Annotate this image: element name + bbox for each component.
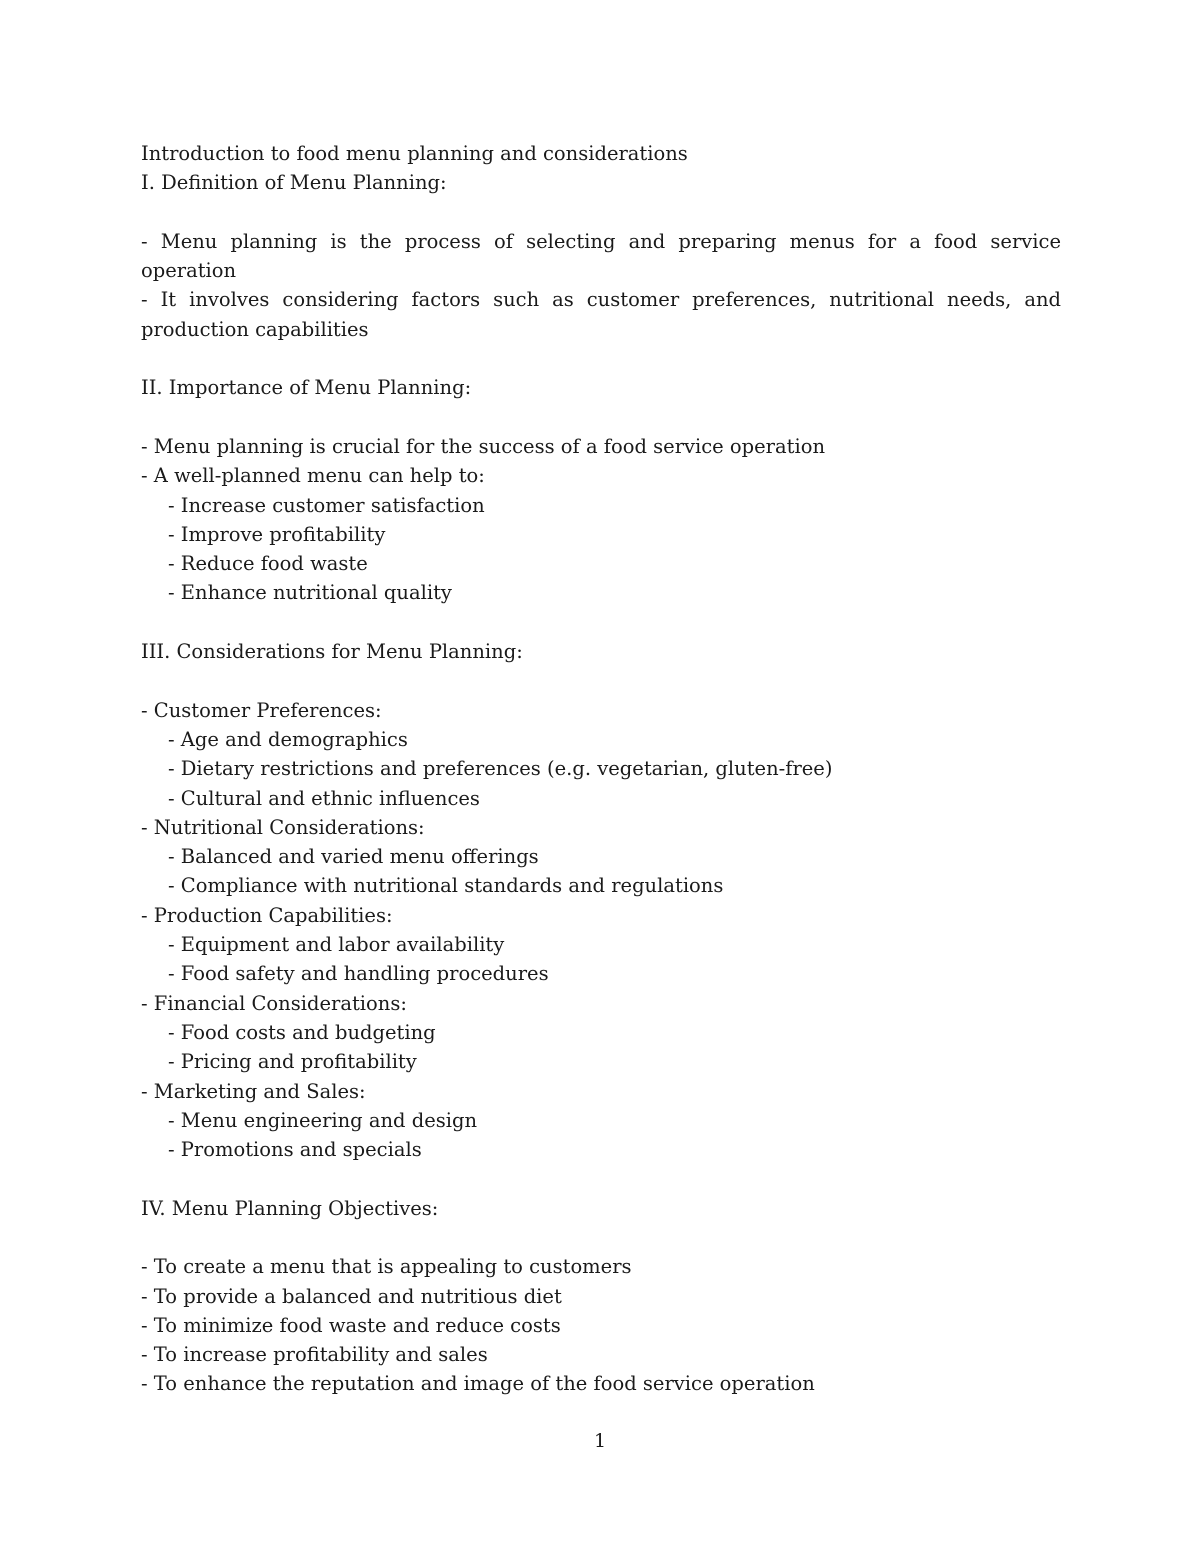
list-item: - To minimize food waste and reduce costs xyxy=(141,1313,561,1337)
list-item: - Menu planning is crucial for the success of a food service operation xyxy=(141,434,826,458)
spacer xyxy=(141,198,1061,227)
spacer xyxy=(141,1164,1061,1193)
list-item: - A well-planned menu can help to: xyxy=(141,464,485,488)
sub-list-item: - Pricing and profitability xyxy=(168,1050,417,1074)
sub-list-item: - Reduce food waste xyxy=(168,552,368,576)
list-item: - To provide a balanced and nutritious diet xyxy=(141,1284,562,1308)
document-title: Introduction to food menu planning and considerations xyxy=(141,142,688,165)
sub-list-item: - Menu engineering and design xyxy=(168,1108,478,1132)
section-heading: II. Importance of Menu Planning: xyxy=(141,376,472,400)
list-item: - To enhance the reputation and image of the food service operation xyxy=(141,1372,815,1396)
sub-list-item: - Balanced and varied menu offerings xyxy=(168,845,539,869)
list-item: - To create a menu that is appealing to customers xyxy=(141,1255,632,1279)
spacer xyxy=(141,403,1061,432)
paragraph: - It involves considering factors such as customer preferences, nutritional needs, and production capabilities xyxy=(141,288,1061,341)
list-item: - Marketing and Sales: xyxy=(141,1079,366,1103)
spacer xyxy=(141,608,1061,637)
sub-list-item: - Increase customer satisfaction xyxy=(168,493,485,517)
section-heading: III. Considerations for Menu Planning: xyxy=(141,640,523,664)
sub-list-item: - Compliance with nutritional standards and regulations xyxy=(168,874,724,898)
page-number: 1 xyxy=(593,1430,607,1452)
sub-list-item: - Promotions and specials xyxy=(168,1138,422,1162)
spacer xyxy=(141,1223,1061,1252)
list-item: - Nutritional Considerations: xyxy=(141,815,425,839)
sub-list-item: - Improve profitability xyxy=(168,522,386,546)
sub-list-item: - Food safety and handling procedures xyxy=(168,962,549,986)
spacer xyxy=(141,344,1061,373)
sub-list-item: - Dietary restrictions and preferences (e.g. vegetarian, gluten-free) xyxy=(168,757,833,781)
list-item: - Financial Considerations: xyxy=(141,991,407,1015)
sub-list-item: - Equipment and labor availability xyxy=(168,933,505,957)
sub-list-item: - Cultural and ethnic influences xyxy=(168,786,480,810)
list-item: - Customer Preferences: xyxy=(141,698,382,722)
list-item: - To increase profitability and sales xyxy=(141,1343,488,1367)
sub-list-item: - Age and demographics xyxy=(168,727,408,751)
spacer xyxy=(141,666,1061,695)
document-body xyxy=(141,139,1061,1399)
list-item: - Production Capabilities: xyxy=(141,903,393,927)
paragraph: - Menu planning is the process of selecting and preparing menus for a food service operation xyxy=(141,229,1061,283)
section-heading: I. Definition of Menu Planning: xyxy=(141,171,447,195)
sub-list-item: - Food costs and budgeting xyxy=(168,1020,436,1044)
sub-list-item: - Enhance nutritional quality xyxy=(168,581,452,605)
section-heading: IV. Menu Planning Objectives: xyxy=(141,1196,439,1220)
